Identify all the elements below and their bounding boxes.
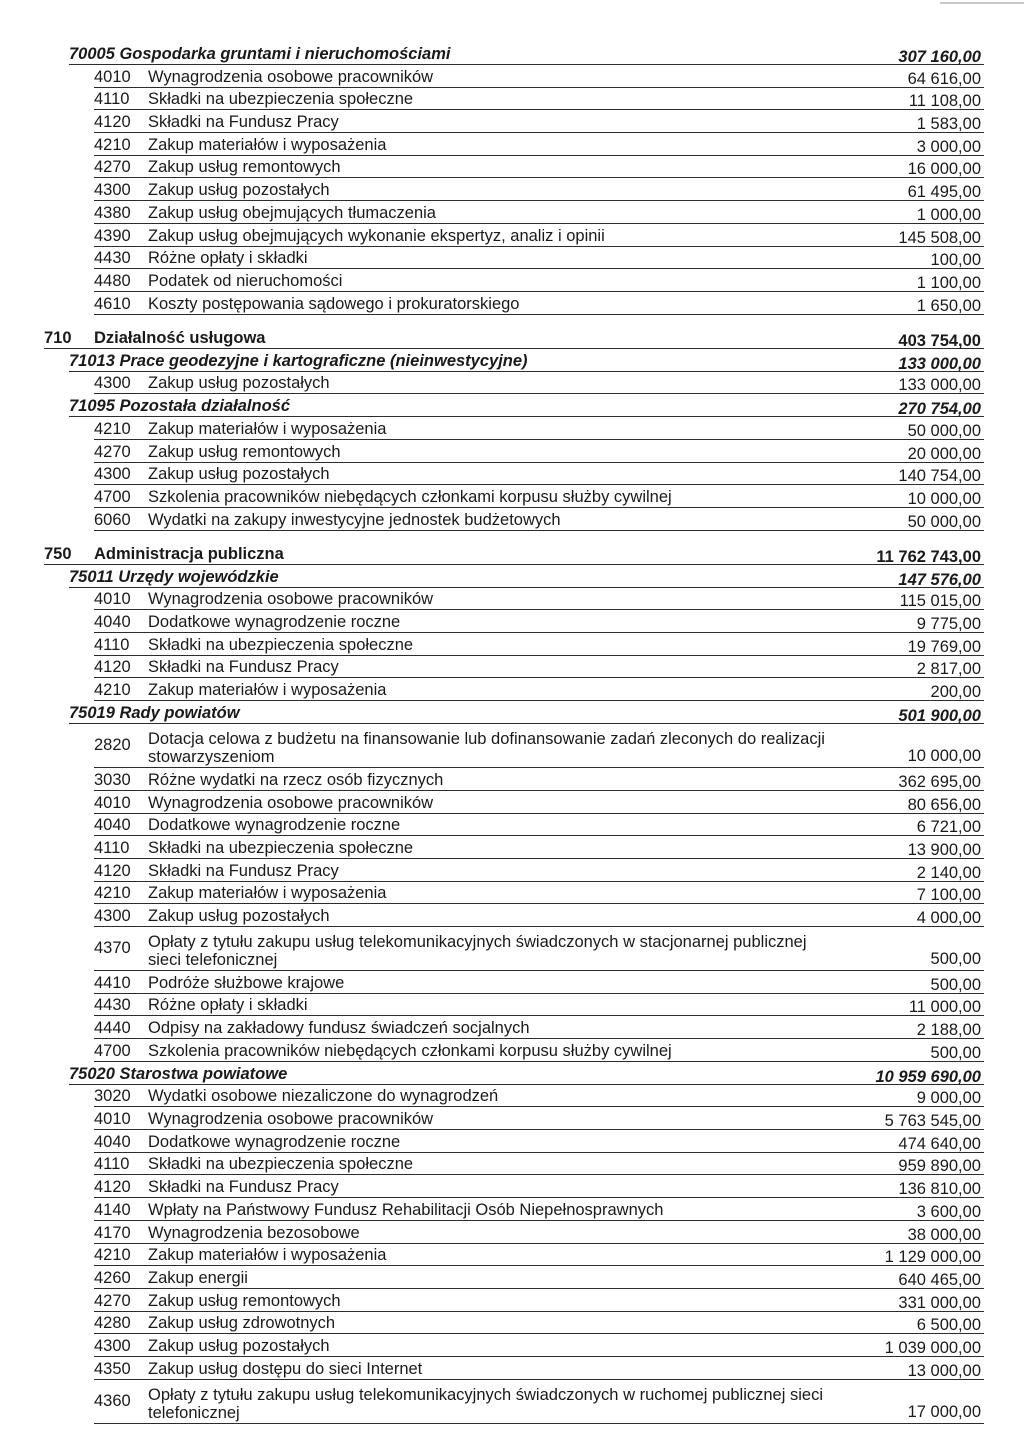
subchapter-title: 71013 Prace geodezyjne i kartograficzne (nieinwestycyjne) [69, 351, 528, 370]
paragraph-amount: 500,00 [930, 949, 981, 968]
paragraph-code: 4210 [94, 1246, 131, 1265]
paragraph-code: 4210 [94, 135, 131, 154]
paragraph-label: Wydatki na zakupy inwestycyjne jednostek budżetowych [148, 510, 561, 529]
paragraph-amount: 140 754,00 [898, 467, 981, 486]
line-item [94, 292, 984, 315]
line-item [94, 904, 984, 927]
subchapter-title: 75020 Starostwa powiatowe [69, 1064, 288, 1083]
paragraph-amount: 80 656,00 [907, 795, 981, 814]
paragraph-amount: 6 721,00 [916, 818, 981, 837]
line-item [94, 1334, 984, 1357]
chapter-amount: 11 762 743,00 [876, 547, 981, 566]
paragraph-label: Dodatkowe wynagrodzenie roczne [148, 816, 401, 835]
paragraph-amount: 500,00 [930, 975, 981, 994]
section-spacer [44, 531, 984, 540]
paragraph-label: Wydatki osobowe niezaliczone do wynagrodzeń [148, 1087, 499, 1106]
chapter-code: 750 [44, 544, 72, 563]
paragraph-amount: 13 000,00 [907, 1361, 981, 1380]
budget-table [44, 42, 984, 1424]
paragraph-code: 4380 [94, 203, 131, 222]
subchapter-amount: 270 754,00 [898, 400, 981, 419]
paragraph-amount: 500,00 [930, 1043, 981, 1062]
paragraph-code: 4440 [94, 1019, 131, 1037]
subchapter-amount: 147 576,00 [898, 570, 981, 589]
line-item [94, 1039, 984, 1062]
paragraph-amount: 1 650,00 [916, 296, 981, 315]
paragraph-amount: 17 000,00 [907, 1402, 981, 1421]
paragraph-code: 2820 [94, 736, 131, 755]
paragraph-label: Składki na Fundusz Pracy [148, 658, 339, 677]
paragraph-label: Zakup materiałów i wyposażenia [148, 681, 387, 700]
paragraph-label: Składki na ubezpieczenia społeczne [148, 1155, 414, 1174]
paragraph-amount: 11 000,00 [908, 998, 981, 1017]
paragraph-code: 4010 [94, 793, 131, 812]
line-item [94, 724, 984, 768]
paragraph-code: 4120 [94, 658, 131, 677]
paragraph-amount: 10 000,00 [907, 747, 981, 766]
paragraph-amount: 959 890,00 [898, 1157, 981, 1176]
paragraph-amount: 2 188,00 [916, 1021, 981, 1039]
paragraph-amount: 64 616,00 [907, 69, 981, 88]
paragraph-amount: 19 769,00 [907, 637, 981, 656]
line-item [94, 1357, 984, 1380]
paragraph-code: 4430 [94, 996, 131, 1015]
paragraph-code: 4610 [94, 294, 131, 313]
paragraph-amount: 115 015,00 [899, 592, 981, 611]
paragraph-label: Różne opłaty i składki [148, 249, 308, 268]
line-item [94, 1244, 984, 1267]
subchapter-title: 70005 Gospodarka gruntami i nieruchomościami [69, 45, 451, 63]
paragraph-amount: 200,00 [930, 683, 981, 702]
line-item [94, 133, 984, 156]
paragraph-amount: 7 100,00 [916, 886, 981, 905]
paragraph-code: 4700 [94, 488, 131, 506]
paragraph-code: 4010 [94, 1110, 131, 1129]
paragraph-code: 4110 [94, 838, 130, 857]
paragraph-code: 6060 [94, 510, 131, 529]
paragraph-code: 4110 [94, 1155, 130, 1174]
line-item [94, 768, 984, 791]
paragraph-amount: 20 000,00 [907, 444, 981, 463]
paragraph-code: 4360 [94, 1391, 131, 1410]
paragraph-label: Składki na ubezpieczenia społeczne [148, 90, 414, 109]
paragraph-amount: 1 583,00 [916, 115, 981, 134]
paragraph-label: Zakup usług pozostałych [148, 181, 330, 200]
line-item [94, 88, 984, 111]
paragraph-label: Szkolenia pracowników niebędących członkami korpusu służby cywilnej [148, 488, 672, 506]
paragraph-label: Składki na Fundusz Pracy [148, 113, 339, 132]
paragraph-code: 4370 [94, 938, 131, 957]
paragraph-code: 4120 [94, 1178, 131, 1197]
paragraph-amount: 16 000,00 [907, 160, 981, 179]
paragraph-code: 4270 [94, 158, 131, 177]
subchapter-title: 71095 Pozostała działalność [69, 397, 291, 416]
paragraph-amount: 9 000,00 [916, 1089, 981, 1108]
line-item [94, 994, 984, 1017]
line-item [94, 247, 984, 270]
subchapter-title: 75019 Rady powiatów [69, 704, 240, 723]
paragraph-label: Zakup usług dostępu do sieci Internet [148, 1359, 423, 1378]
paragraph-label: Wynagrodzenia osobowe pracowników [148, 1110, 434, 1129]
subchapter-row [69, 565, 984, 588]
paragraph-label: Wynagrodzenia osobowe pracowników [148, 67, 434, 86]
paragraph-label: Zakup usług pozostałych [148, 906, 330, 925]
paragraph-amount: 11 108,00 [908, 92, 981, 111]
paragraph-amount: 145 508,00 [898, 228, 981, 247]
paragraph-code: 4300 [94, 1336, 131, 1355]
paragraph-code: 4110 [94, 635, 130, 654]
paragraph-label: Opłaty z tytułu zakupu usług telekomunikacyjnych świadczonych w stacjonarnej publicznej sieci telefonicznej [148, 932, 807, 969]
paragraph-label: Wynagrodzenia bezosobowe [148, 1223, 360, 1242]
paragraph-amount: 1 000,00 [916, 205, 981, 224]
line-item [94, 859, 984, 882]
line-item [94, 485, 984, 508]
paragraph-amount: 331 000,00 [898, 1293, 981, 1312]
paragraph-code: 4210 [94, 419, 131, 438]
line-item [94, 1198, 984, 1221]
paragraph-amount: 100,00 [930, 251, 981, 270]
paragraph-code: 4480 [94, 271, 131, 290]
paragraph-label: Zakup usług obejmujących tłumaczenia [148, 203, 436, 222]
paragraph-code: 4280 [94, 1314, 131, 1333]
paragraph-label: Zakup usług pozostałych [148, 1336, 330, 1355]
paragraph-amount: 61 495,00 [907, 183, 981, 202]
paragraph-label: Opłaty z tytułu zakupu usług telekomunikacyjnych świadczonych w ruchomej publicznej sieci telefonicznej [148, 1385, 823, 1422]
paragraph-label: Dotacja celowa z budżetu na finansowanie lub dofinansowanie zadań zleconych do realizacji stowarzyszeniom [148, 730, 825, 767]
line-item [94, 440, 984, 463]
line-item [94, 836, 984, 859]
line-item [94, 178, 984, 201]
chapter-title: Administracja publiczna [94, 544, 284, 563]
line-item [94, 156, 984, 179]
paragraph-amount: 10 000,00 [907, 490, 981, 508]
chapter-code: 710 [44, 328, 72, 347]
paragraph-code: 4210 [94, 681, 131, 700]
paragraph-code: 4210 [94, 884, 131, 903]
paragraph-label: Odpisy na zakładowy fundusz świadczeń socjalnych [148, 1019, 530, 1037]
paragraph-code: 4270 [94, 1291, 131, 1310]
paragraph-label: Koszty postępowania sądowego i prokuratorskiego [148, 294, 520, 313]
paragraph-amount: 38 000,00 [907, 1225, 981, 1244]
paragraph-code: 4700 [94, 1041, 131, 1060]
paragraph-label: Wpłaty na Państwowy Fundusz Rehabilitacji Osób Niepełnosprawnych [148, 1200, 664, 1219]
line-item [94, 1085, 984, 1108]
paragraph-label: Szkolenia pracowników niebędących członkami korpusu służby cywilnej [148, 1041, 672, 1060]
line-item [94, 1153, 984, 1176]
paragraph-amount: 133 000,00 [898, 376, 981, 395]
paragraph-label: Różne wydatki na rzecz osób fizycznych [148, 770, 444, 789]
paragraph-amount: 4 000,00 [916, 908, 981, 927]
line-item [94, 224, 984, 247]
paragraph-code: 4430 [94, 249, 131, 268]
line-item [94, 372, 984, 395]
subchapter-row [69, 394, 984, 417]
paragraph-label: Dodatkowe wynagrodzenie roczne [148, 1132, 401, 1151]
line-item [94, 1380, 984, 1424]
paragraph-code: 4300 [94, 465, 131, 484]
line-item [94, 1107, 984, 1130]
line-item [94, 269, 984, 292]
paragraph-code: 4010 [94, 590, 131, 609]
paragraph-amount: 3 000,00 [916, 137, 981, 156]
paragraph-amount: 362 695,00 [898, 772, 981, 791]
paragraph-label: Składki na ubezpieczenia społeczne [148, 838, 414, 857]
paragraph-label: Zakup usług obejmujących wykonanie ekspertyz, analiz i opinii [148, 226, 605, 245]
paragraph-code: 4120 [94, 113, 131, 132]
paragraph-label: Zakup usług zdrowotnych [148, 1314, 336, 1333]
paragraph-code: 4120 [94, 861, 131, 880]
paragraph-amount: 2 140,00 [916, 863, 981, 882]
paragraph-code: 4300 [94, 374, 131, 393]
paragraph-amount: 640 465,00 [898, 1270, 981, 1289]
line-item [94, 882, 984, 905]
paragraph-label: Zakup materiałów i wyposażenia [148, 1246, 387, 1265]
paragraph-code: 4010 [94, 67, 131, 86]
line-item [94, 201, 984, 224]
line-item [94, 678, 984, 701]
line-item [94, 1221, 984, 1244]
paragraph-code: 4350 [94, 1359, 131, 1378]
paragraph-code: 4300 [94, 181, 131, 200]
paragraph-label: Zakup materiałów i wyposażenia [148, 419, 387, 438]
paragraph-amount: 50 000,00 [907, 421, 981, 440]
paragraph-amount: 50 000,00 [907, 512, 981, 531]
paragraph-label: Zakup usług remontowych [148, 1291, 341, 1310]
subchapter-amount: 10 959 690,00 [875, 1067, 981, 1086]
subchapter-amount: 133 000,00 [898, 354, 981, 373]
paragraph-label: Dodatkowe wynagrodzenie roczne [148, 613, 401, 632]
paragraph-label: Składki na Fundusz Pracy [148, 861, 339, 880]
paragraph-amount: 1 039 000,00 [884, 1338, 981, 1357]
paragraph-code: 4040 [94, 1132, 131, 1151]
paragraph-label: Podróże służbowe krajowe [148, 973, 345, 992]
paragraph-amount: 1 129 000,00 [884, 1248, 981, 1267]
paragraph-code: 4410 [94, 973, 131, 992]
paragraph-label: Różne opłaty i składki [148, 996, 308, 1015]
chapter-row [44, 540, 984, 565]
paragraph-amount: 9 775,00 [916, 615, 981, 634]
paragraph-code: 4270 [94, 442, 131, 461]
paragraph-label: Składki na ubezpieczenia społeczne [148, 635, 414, 654]
line-item [94, 1266, 984, 1289]
paragraph-code: 4390 [94, 226, 131, 245]
line-item [94, 508, 984, 531]
paragraph-amount: 3 600,00 [916, 1202, 981, 1221]
line-item [94, 65, 984, 88]
paragraph-code: 4300 [94, 906, 131, 925]
paragraph-amount: 136 810,00 [898, 1180, 981, 1199]
paragraph-label: Zakup energii [148, 1268, 248, 1287]
paragraph-code: 4140 [94, 1200, 131, 1219]
paragraph-amount: 13 900,00 [907, 840, 981, 859]
paragraph-label: Zakup usług remontowych [148, 442, 341, 461]
section-spacer [44, 315, 984, 324]
paragraph-code: 3030 [94, 770, 131, 789]
line-item [94, 927, 984, 971]
line-item [94, 610, 984, 633]
paragraph-label: Zakup usług pozostałych [148, 465, 330, 484]
paragraph-label: Zakup materiałów i wyposażenia [148, 884, 387, 903]
paragraph-amount: 474 640,00 [898, 1134, 981, 1153]
subchapter-row [69, 701, 984, 724]
line-item [94, 814, 984, 837]
line-item [94, 417, 984, 440]
chapter-amount: 403 754,00 [898, 331, 981, 350]
paragraph-code: 3020 [94, 1087, 131, 1106]
paragraph-label: Składki na Fundusz Pracy [148, 1178, 339, 1197]
paragraph-code: 4260 [94, 1268, 131, 1287]
paragraph-amount: 5 763 545,00 [884, 1112, 981, 1131]
paragraph-code: 4110 [94, 90, 130, 109]
line-item [94, 1016, 984, 1039]
line-item [94, 633, 984, 656]
line-item [94, 656, 984, 679]
paragraph-label: Wynagrodzenia osobowe pracowników [148, 590, 434, 609]
paragraph-label: Zakup usług pozostałych [148, 374, 330, 393]
line-item [94, 588, 984, 611]
line-item [94, 1175, 984, 1198]
line-item [94, 1312, 984, 1335]
chapter-title: Działalność usługowa [94, 328, 266, 347]
paragraph-code: 4040 [94, 816, 131, 835]
subchapter-title: 75011 Urzędy wojewódzkie [69, 567, 279, 586]
line-item [94, 463, 984, 486]
paragraph-label: Podatek od nieruchomości [148, 271, 343, 290]
line-item [94, 1130, 984, 1153]
line-item [94, 971, 984, 994]
subchapter-row [69, 42, 984, 65]
paragraph-amount: 1 100,00 [916, 273, 981, 292]
subchapter-amount: 501 900,00 [898, 707, 981, 726]
paragraph-label: Zakup usług remontowych [148, 158, 341, 177]
chapter-row [44, 324, 984, 349]
scan-edge-mark [940, 2, 1024, 4]
line-item [94, 110, 984, 133]
paragraph-label: Wynagrodzenia osobowe pracowników [148, 793, 434, 812]
paragraph-amount: 2 817,00 [916, 660, 981, 679]
subchapter-amount: 307 160,00 [898, 48, 981, 66]
paragraph-label: Zakup materiałów i wyposażenia [148, 135, 387, 154]
subchapter-row [69, 349, 984, 372]
paragraph-code: 4170 [94, 1223, 131, 1242]
paragraph-code: 4040 [94, 613, 131, 632]
line-item [94, 791, 984, 814]
line-item [94, 1289, 984, 1312]
paragraph-amount: 6 500,00 [916, 1316, 981, 1335]
subchapter-row [69, 1062, 984, 1085]
